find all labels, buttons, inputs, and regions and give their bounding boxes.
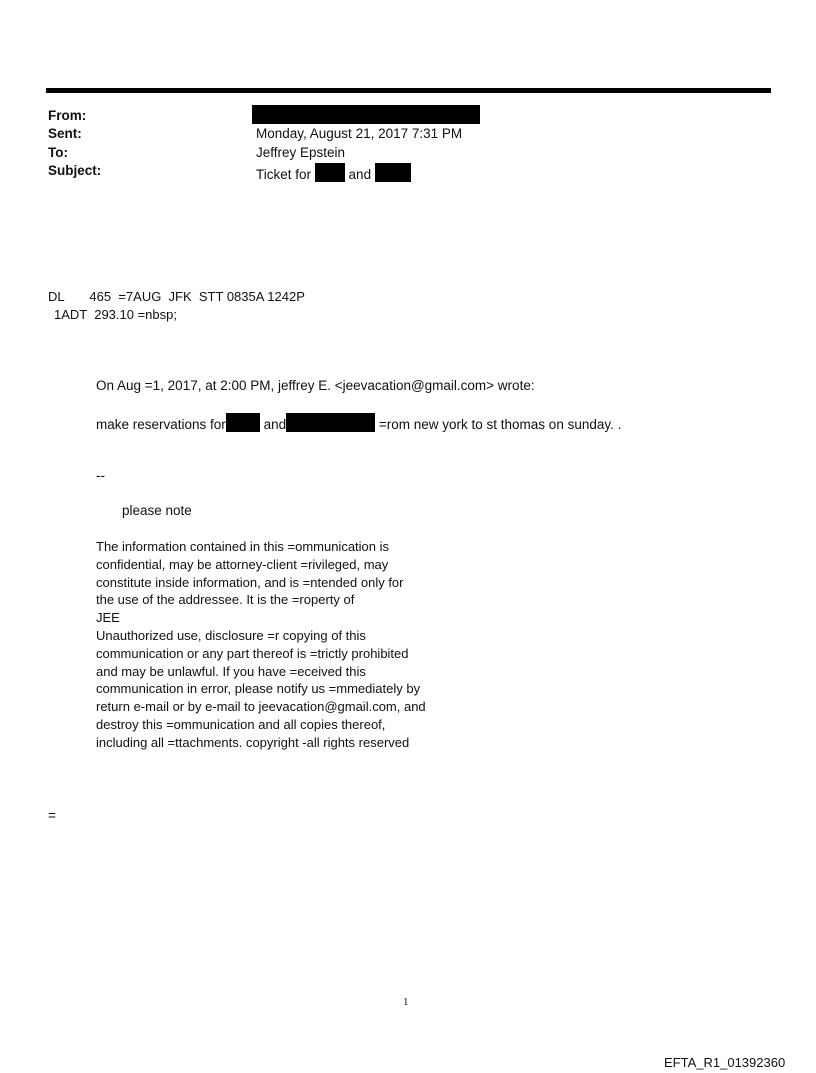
request-suffix: =rom new york to st thomas on sunday. . <box>378 417 622 432</box>
disclaimer <box>96 538 476 752</box>
subject-redaction-2 <box>375 163 411 182</box>
header-rule <box>46 88 771 93</box>
itinerary-line-2: 1ADT 293.10 =nbsp; <box>54 307 177 322</box>
page-number: 1 <box>403 996 409 1008</box>
subject-redaction-1 <box>315 163 345 182</box>
to-value: Jeffrey Epstein <box>256 145 346 160</box>
disclaimer-line: JEE <box>96 610 120 626</box>
subject-label: Subject: <box>48 163 102 178</box>
quote-intro: On Aug =1, 2017, at 2:00 PM, jeffrey E. <jeevacation@gmail.com> wrote: <box>96 378 535 393</box>
disclaimer-line: confidential, may be attorney-client =rivileged, may <box>96 556 389 572</box>
sent-label: Sent: <box>48 126 82 141</box>
request-redaction-1 <box>226 413 260 432</box>
reservation-request <box>96 413 621 432</box>
disclaimer-line: constitute inside information, and is =ntended only for <box>96 574 404 590</box>
disclaimer-line: and may be unlawful. If you have =eceived this <box>96 663 366 679</box>
itinerary-line-1: DL 465 =7AUG JFK STT 0835A 1242P <box>48 289 305 304</box>
disclaimer-line: destroy this =ommunication and all copies thereof, <box>96 716 386 732</box>
from-redaction <box>252 105 480 124</box>
to-label: To: <box>48 145 68 160</box>
sent-value: Monday, August 21, 2017 7:31 PM <box>256 126 463 141</box>
subject-prefix: Ticket for <box>256 167 312 182</box>
disclaimer-line: the use of the addressee. It is the =roperty of <box>96 592 355 608</box>
from-label: From: <box>48 108 87 123</box>
disclaimer-line: communication in error, please notify us =mmediately by <box>96 681 421 697</box>
disclaimer-line: return e-mail or by e-mail to jeevacation@gmail.com, and <box>96 699 426 715</box>
request-prefix: make reservations for <box>96 417 226 432</box>
signature-separator: -- <box>96 468 105 483</box>
disclaimer-line: The information contained in this =ommunication is <box>96 539 390 554</box>
request-redaction-2 <box>286 413 375 432</box>
disclaimer-line: including all =ttachments. copyright -all rights reserved <box>96 734 410 750</box>
disclaimer-line: communication or any part thereof is =trictly prohibited <box>96 645 409 661</box>
subject-value <box>256 163 411 182</box>
disclaimer-line: Unauthorized use, disclosure =r copying of this <box>96 627 366 643</box>
document-id: EFTA_R1_01392360 <box>664 1055 786 1070</box>
please-note: please note <box>122 503 192 518</box>
trailer-equals: = <box>48 808 56 823</box>
request-and: and <box>263 417 287 432</box>
subject-and: and <box>348 167 372 182</box>
